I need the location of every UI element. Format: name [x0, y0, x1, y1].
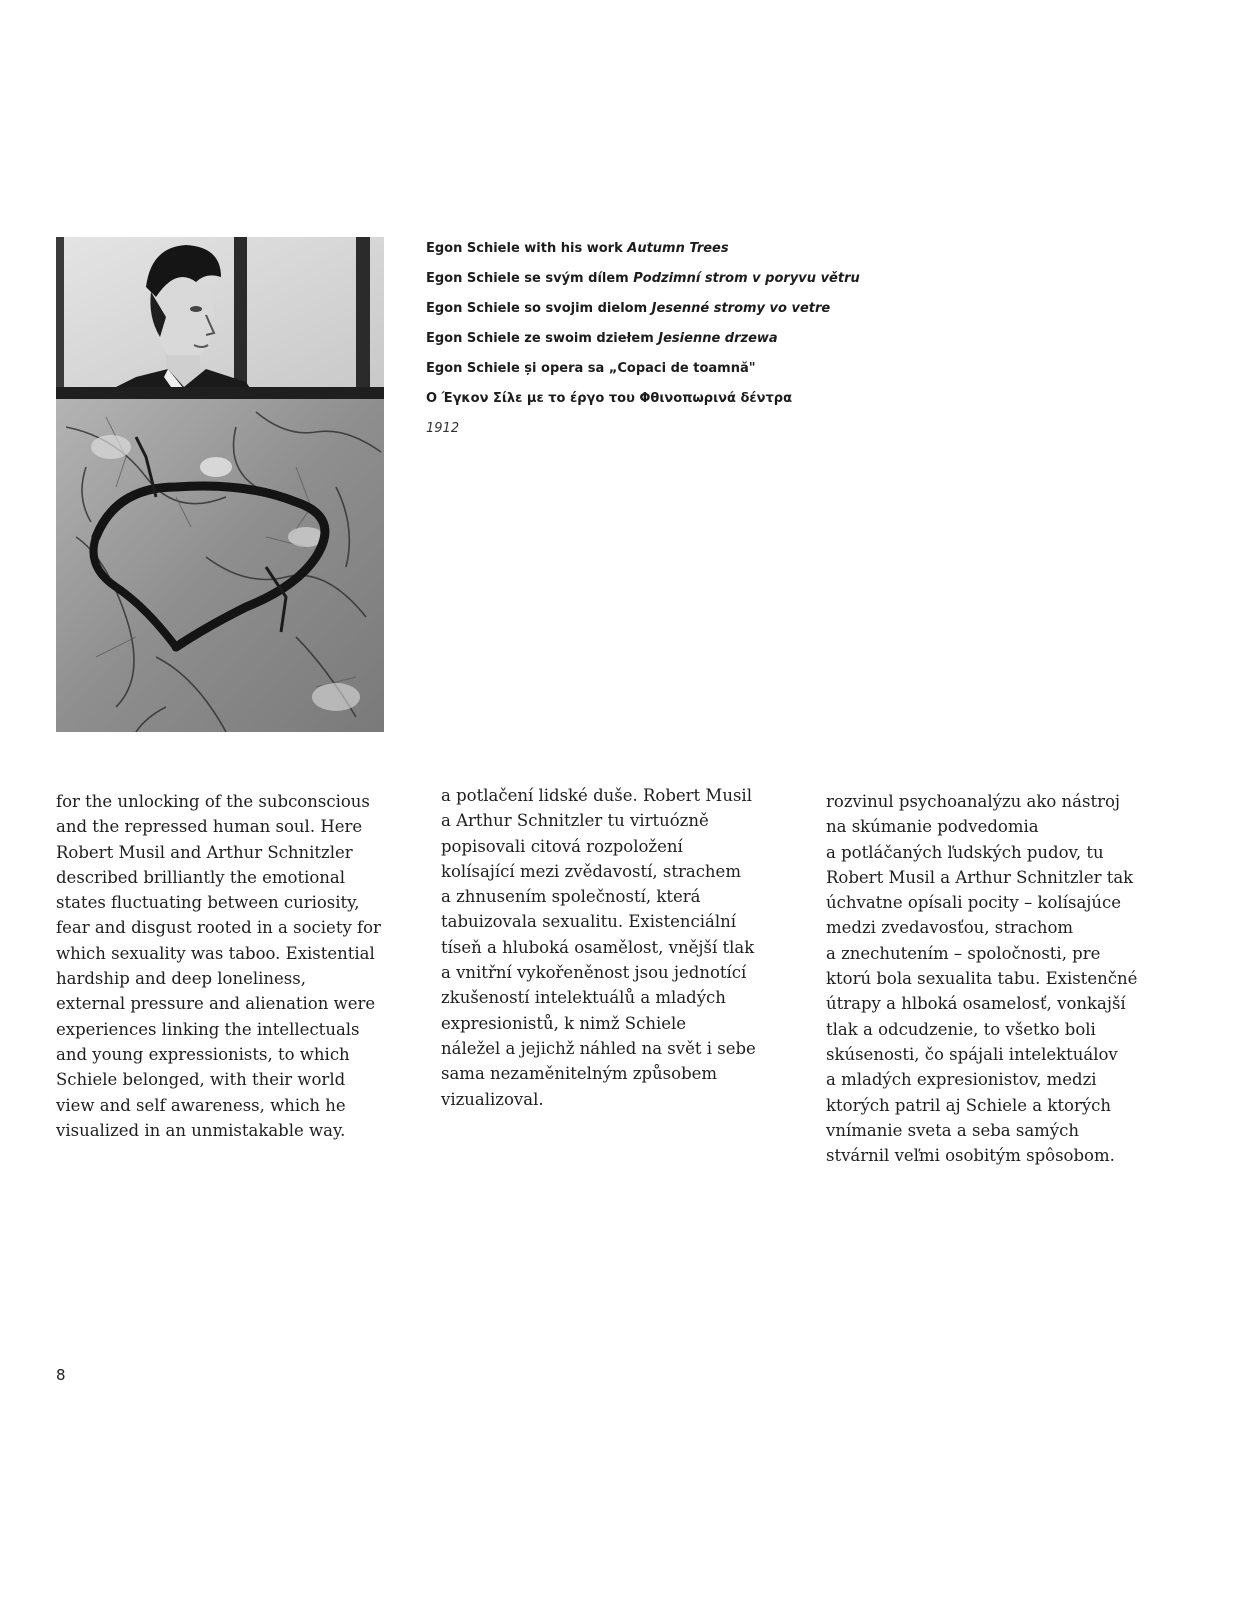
page-number: 8: [56, 1366, 66, 1384]
caption-prefix: Egon Schiele with his work: [426, 241, 628, 256]
caption-title: Jesenné stromy vo vetre: [651, 301, 831, 316]
caption-line-en: [426, 240, 946, 270]
caption-line-cs: [426, 270, 946, 300]
text-column-english: for the unlocking of the subconscious and the repressed human soul. Here Robert Musil and Arthur Schnitzler described brilliantly the emotional states fluctuating between curiosity, fear and disgust rooted in a society for which sexuality was taboo. Existential hardship and deep loneliness, external pressure and alienation were experiences linking the intellectuals and young expressionists, to which Schiele belonged, with their world view and self awareness, which he visualized in an unmistakable way.: [56, 792, 381, 1140]
photograph-illustration: [56, 237, 384, 732]
caption-line-pl: [426, 330, 946, 360]
caption-prefix: Egon Schiele și opera sa „Copaci de toamnă": [426, 361, 756, 376]
caption-title: Podzimní strom v poryvu větru: [633, 271, 860, 286]
caption-prefix: Egon Schiele se svým dílem: [426, 271, 634, 286]
schiele-photograph: [56, 237, 384, 732]
caption-year: 1912: [426, 421, 460, 436]
text-column-slovak: rozvinul psychoanalýzu ako nástroj na skúmanie podvedomia a potláčaných ľudských pudov, tu Robert Musil a Arthur Schnitzler tak úchvatne opísali pocity – kolísajúce medzi zvedavosťou, strachom a znechutením – spoločnosti, pre ktorú bola sexualita tabu. Existenčné útrapy a hlboká osamelosť, vonkajší tlak a odcudzenie, to všetko boli skúsenosti, čo spájali intelektuálov a mladých expresionistov, medzi ktorých patril aj Schiele a ktorých vnímanie sveta a seba samých stvárnil veľmi osobitým spôsobom.: [826, 792, 1138, 1166]
figure-caption: [426, 240, 946, 450]
caption-title: Jesienne drzewa: [658, 331, 778, 346]
caption-title: Autumn Trees: [627, 241, 729, 256]
text-column-czech: a potlačení lidské duše. Robert Musil a Arthur Schnitzler tu virtuózně popisovali citová rozpoložení kolísající mezi zvědavostí, strachem a zhnusením společností, která tabuizovala sexualitu. Existenciální tíseň a hluboká osamělost, vnější tlak a vnitřní vykořeněnost jsou jednotící zkušeností intelektuálů a mladých expresionistů, k nimž Schiele náležel a jejichž náhled na svět i sebe sama nezaměnitelným způsobem vizualizoval.: [441, 786, 756, 1109]
caption-prefix: Egon Schiele so svojim dielom: [426, 301, 652, 316]
caption-prefix: Egon Schiele ze swoim dziełem: [426, 331, 659, 346]
caption-line-sk: [426, 300, 946, 330]
caption-line-el: [426, 390, 946, 420]
caption-line-ro: [426, 360, 946, 390]
caption-prefix: Ο Έγκον Σίλε με το έργο του Φθινοπωρινά δέντρα: [426, 391, 793, 406]
